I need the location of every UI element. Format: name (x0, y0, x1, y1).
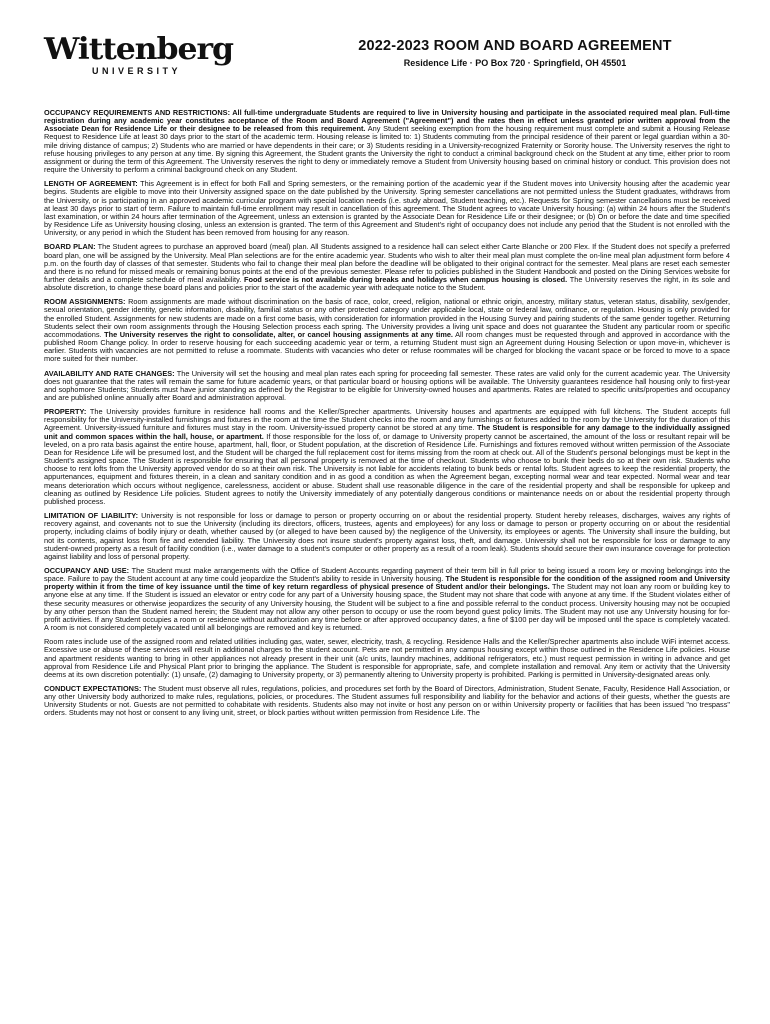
section-heading: BOARD PLAN: (44, 242, 96, 252)
section-text: University is not responsible for loss or damage to person or property occurring on or about the residential property. Student hereby releases, discharges, waives any rights of recovery against, and covenants not to sue the University (including its directors, officers, trustees, agents and employees) for any loss or damage to person or property occurring on or about the residential property, including claims of bodily injury or death, whether caused by (or alleged to have been caused by) the negligence of the University, its employees or agents. The University shall insure the building, but not its contents, against loss from fire and extended liability. The University does not insure student's property against loss, theft, and damage. University shall not be responsible for loss or damage to any student-owned property as a result of facility condition (i.e., water damage to a student's computer or other property as a result of a room leak). Students should secure their own insurance coverage for protection against liability and loss of personal property. (44, 511, 731, 561)
section-board-plan (44, 243, 730, 292)
section-room-assignments (44, 298, 730, 363)
section-availability-rates (44, 370, 730, 403)
section-text-continued: If those responsible for the loss of, or damage to University property cannot be ascertained, the amount of the loss or resultant repair will be leveled, on a pro rata basis against the entire house, apartment, hall, floor, or Student population, at the discretion of Residence Life. Furnishings and fixtures removed without written permission of the Associate Dean for Residence Life will be presumed lost, and the Student will be charged the full replacement cost for items missing from the room at check out. All of the Student's personal belongings must be kept in the Student's assigned space. The Student is responsible for ensuring that all personal property is removed at the time of checkout. Students who choose to bunk their beds do so at their own risk. Students who choose to rent lofts from the University approved vendor do so at their own risk. The University is not liable for accidents relating to bunk beds or rental lofts. Student agrees to keep the residential property, the appurtenances, equipment and fixtures therein, in a clean and sanitary condition and in as good a condition as when the Agreement began, excepting normal wear and tear expected. Normal wear and tear means deterioration which occurs without negligence, carelessness, accident or abuse. Student shall use reasonable diligence in the care of the residential property and shall be responsible for upkeep and cleaning as outlined by Residence Life policies. Student agrees to notify the University immediately of any potentially dangerous conditions or maintenance needs on or about the residential property through published process. (44, 431, 730, 506)
section-conduct-expectations (44, 685, 730, 718)
section-text: The Student must make arrangements with the Office of Student Accounts regarding payment of their term bill in full prior to being issued a room key or moving belongings into the space. Failure to pay the Student account at any time could jeopardize the Student's ability to reside in University housing. (44, 565, 730, 584)
section-limitation-of-liability (44, 512, 730, 561)
section-property (44, 408, 730, 506)
section-text-continued: All room changes must be requested through and approved in accordance with the published Room Change policy. In order to reserve housing for each succeeding academic year or term, a returning Student must sign an Agreement during Housing Selection or upon move-in, whichever is earlier. Students with vacancies are not permitted to refuse a roommate. Students with vacancies who deter or refuse roommates will be charged for blocking the vacant space or be forced to move to a space more suited for their number. (44, 329, 730, 364)
section-text: The University provides furniture in residence hall rooms and the Keller/Sprecher apartments. University houses and apartments are equipped with full kitchens. The Student accepts full responsibility for the University-installed furnishings and fixtures in the room at the time the Student checks into the room and any furnishings or fixtures added to the room by the University for the duration of this Agreement. University-issued furniture and fixtures must stay in the room. University-issued property cannot be stored at any time. (44, 407, 730, 433)
section-heading: OCCUPANCY AND USE: (44, 565, 130, 575)
section-bold-text: The Student is responsible for any damage to the individually assigned unit and common spaces within the hall, house, or apartment. (44, 423, 730, 441)
section-text: The Student agrees to purchase an approved board (meal) plan. All Students assigned to a residence hall can select either Carte Blanche or 200 Flex. If the Student does not specify a preferred board plan, one will be assigned by the University. Meal Plan selections are for the entire academic year. Students who wish to alter their meal plan must complete the on-line meal plan adjustment form before 4 p.m. on the fourth day of classes of that semester. Students who fail to change their meal plan before the deadline will be obligated to their original contract for the semester. Meal plans are reset each semester and there is no refund for missed meals or remaining bonus points at the end of the previous semester. Please refer to policies published in the Student Handbook and posted on the Dining Services website for further details and a complete schedule of meal availability. (44, 242, 731, 284)
section-text: The University will set the housing and meal plan rates each spring for proceeding fall semester. These rates are valid only for the current academic year. The University does not guarantee that the rates will remain the same for future academic years, or that particular board or housing options will be available. The University guarantees residence hall housing only to first-year and sophomore Students; Students must have junior standing as defined by the Registrar to be eligible for University-owned houses and apartments. Rates are related to specific units/properties and occupancy and are published online annually after Board and administration approval. (44, 368, 730, 402)
section-heading: PROPERTY: (44, 407, 87, 417)
section-bold-text: The Student is responsible for the condition of the assigned room and University property within it from the time of key issuance until the time of key return regardless of physical presence of Student and/or their belongings. (44, 574, 730, 592)
section-text: Room rates include use of the assigned room and related utilities including gas, water, sewer, electricity, trash, & recycling. Residence Halls and the Keller/Sprecher apartments also include WiFi internet access. Excessive use or abuse of these services will result in additional charges to the student account. Pets are not permitted in any campus housing except within those outlined in the Residence Life policies. House and apartment residents wanting to bring in other appliances not already present in their unit (a/c units, laundry machines, additional refrigerators, etc.) must request permission in writing in advance and get approval from Residence Life and Physical Plant prior to bringing the appliance. The Student is responsible for appropriate, safe, and complete installation and removal. Any item or activity that the University deems at its own discretion potentially: (1) unsafe, (2) damaging to University property, or 3) permanently altering to University property is prohibited. Parking is permitted in University-designated areas only. (44, 637, 730, 679)
document-title: 2022-2023 ROOM AND BOARD AGREEMENT (358, 38, 672, 54)
page-header (44, 30, 730, 78)
logo-wordmark: Wittenberg (44, 32, 234, 67)
section-heading: AVAILABILITY AND RATE CHANGES: (44, 368, 175, 378)
wittenberg-logo (44, 32, 234, 76)
logo-university: UNIVERSITY (92, 66, 182, 76)
section-heading: LIMITATION OF LIABILITY: (44, 511, 139, 521)
agreement-body (44, 109, 730, 718)
section-heading: OCCUPANCY REQUIREMENTS AND RESTRICTIONS: (44, 108, 231, 117)
section-text-continued: The Student may not loan any room or building key to anyone else at any time. If the Student is issued an elevator or entry code for any part of a University housing space, the Student may not share that code with anyone at any time. If the Student violates either of these security measures or otherwise jeopardizes the security of any University housing, the Student will be subject to a fine and possible referral to the conduct process. University housing may not be occupied by any other person than the Student named herein; the Student may not allow any other person to occupy or use the room beyond guest policy limits. The Student may not use any University housing for for-profit activities. If any Student occupies a room or residence without authorization any time before or after approved occupancy dates, a fine of $100 per day will be imposed until the space is completely vacated. A room is not considered completely vacated until all belongings are removed and key is returned. (44, 582, 730, 633)
section-heading: CONDUCT EXPECTATIONS: (44, 684, 142, 693)
section-bold-text: Food service is not available during breaks and holidays when campus housing is closed. (241, 274, 568, 284)
section-text: This Agreement is in effect for both Fall and Spring semesters, or the remaining portion of the academic year if the Student moves into University housing after the academic year begins. Students are eligible to move into their University assigned space on the date published by the University. Spring semester cancellations are not permitted unless the Student graduates, withdraws from the University, or is participating in an approved academic curricular program with special location needs (i.e. study abroad, Student teaching, etc.). Requests for Spring semester cancellations must be received at least 30 days prior to start of term. Failure to maintain full-time enrollment may result in cancellation of this agreement. The Student agrees to vacate University housing: (a) within 24 hours after the Student's last examination, or within 24 hours after termination of the Agreement, unless an extension is granted by the Associate Dean for Residence Life or their designee; or (b) On or before the date and time specified by Residence Life as University housing closing, unless an extension is granted. The term of this Agreement and Student's right of occupancy does not include any period that the Student is not enrolled with the University, or any period in which the Student has been removed from housing for any reason. (44, 179, 731, 238)
section-occupancy-requirements (44, 109, 730, 174)
section-text: The Student must observe all rules, regulations, policies, and procedures set forth by the Board of Directors, Administration, Student Senate, Faculty, Residence Hall Association, or any other University body authorized to make rules, regulations, policies, or procedures. The Student assumes full responsibility and liability for the behavior and actions of their guests, whether the guests are University Students or not. Guests are not permitted to cohabitate with residents. Students also may not invite or host any person on or within University property or facilities that has been issued "no trespass" orders. Students may not host or consent to any living unit, street, or block parties without written permission from Residence Life. The (44, 684, 730, 718)
document-address: Residence Life · PO Box 720 · Springfield, OH 45501 (403, 58, 627, 68)
section-bold-text: The University reserves the right to consolidate, alter, or cancel housing assignments at any time. (101, 329, 453, 339)
section-occupancy-and-use (44, 567, 730, 632)
section-heading: ROOM ASSIGNMENTS: (44, 297, 126, 307)
section-bold-text: All full-time undergraduate Students are required to live in University housing and participate in the associated required meal plan. Full-time registration during any academic year constitutes acceptance of the Room and Board Agreement ("Agreement") and the rates then in effect unless granted prior written approval from the Associate Dean for Residence Life or their designee to be released from this requirement. (44, 108, 730, 134)
section-room-rates (44, 638, 730, 679)
title-block (290, 38, 740, 69)
section-length-of-agreement (44, 180, 730, 237)
section-text-continued: The University reserves the right, in its sole and absolute discretion, to change these board plans and policies prior to the start of the academic year with adequate notice to the Student. (44, 274, 730, 293)
section-text: Room assignments are made without discrimination on the basis of race, color, creed, religion, national or ethnic origin, ancestry, military status, veteran status, disability, sex/gender, sexual orientation, gender identity, genetic information, disability, familial status or any other protected category under applicable local, state or federal law, ordinance, or regulation. Housing is only provided for the enrolled Student. Assignments for new students are made on a first come basis, with consideration for information provided in the Housing Survey and pairing students of the same gender together. Returning Students select their own room assignments through the Housing Selection process each spring. The University provides a living unit space and does not guarantee the Student any particular room or specific accommodations. (44, 297, 730, 339)
section-heading: LENGTH OF AGREEMENT: (44, 179, 138, 189)
section-text: Any Student seeking exemption from the housing requirement must complete and submit a Housing Release Request to Residence Life at least 30 days prior to the start of the academic term. Housing release is limited to: 1) Students commuting from the principal residence of their parent or legal guardian within a 30-mile driving distance of campus; 2) Students who are married or have dependents in their care; or 3) Students residing in a University-recognized Fraternity or Sorority house. The University reserves the right to refuse housing privileges to any person at any time. By signing this Agreement, the Student grants the University the right to conduct a criminal background check on the Student at any time, either prior to room assignment or during the term of this Agreement. The University reserves the right to deny or immediately remove a Student from University housing based on criminal history or conduct. This provision does not require the University to perform a criminal background check on any Student. (44, 124, 730, 175)
